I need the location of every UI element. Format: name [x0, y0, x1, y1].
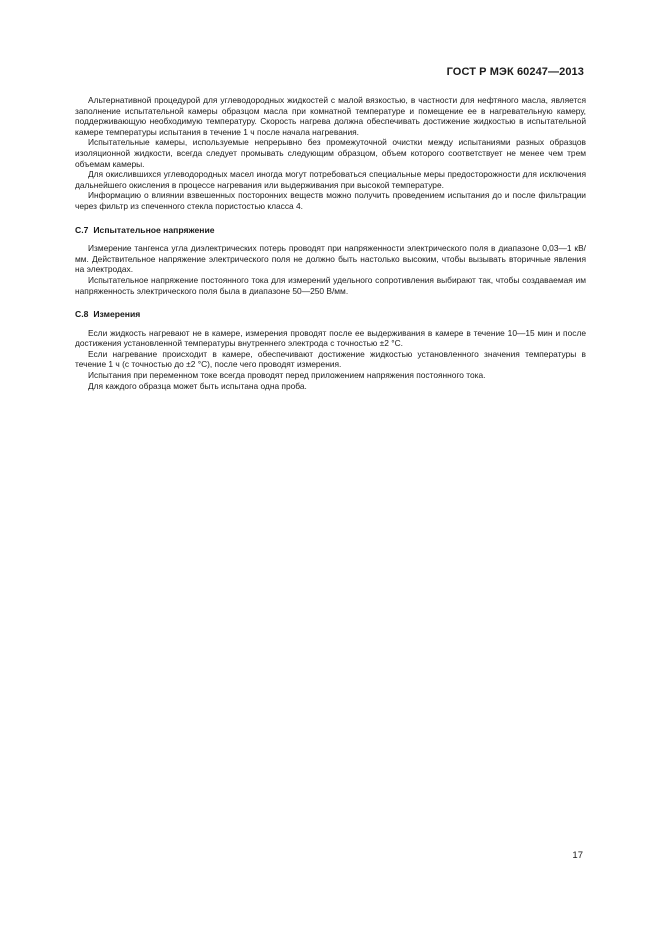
paragraph: Испытания при переменном токе всегда проводят перед приложением напряжения постоянного тока.: [88, 370, 486, 381]
section-title: Измерения: [93, 309, 141, 320]
paragraph: Информацию о влиянии взвешенных посторонних веществ можно получить проведением испытания до и после фильтрации через фильтр из спеченного стекла пористостью класса 4.: [75, 190, 586, 211]
paragraph: Для окислившихся углеводородных масел иногда могут потребоваться специальные меры предосторожности для исключения дальнейшего окисления в процессе нагревания или выдерживания при высокой температуре.: [75, 169, 586, 190]
section-title: Испытательное напряжение: [93, 224, 215, 235]
paragraph: Если жидкость нагревают не в камере, измерения проводят после ее выдерживания в камере в течение 10—15 мин и после достижения установленной температуры внутреннего электрода с точностью ±2 °С.: [75, 327, 586, 349]
section-number: С.8: [75, 309, 89, 320]
document-body: [75, 95, 586, 391]
document-header: ГОСТ Р МЭК 60247—2013: [446, 66, 584, 78]
page-number: 17: [572, 850, 583, 861]
paragraph: Измерение тангенса угла диэлектрических потерь проводят при напряженности электрического поля в диапазоне 0,03—1 кВ/мм. Действительное напряжение электрического поля не должно быть настолько высоким, чтобы вызывать вторичные явления на электродах.: [75, 243, 586, 275]
paragraph: Альтернативной процедурой для углеводородных жидкостей с малой вязкостью, в частности для нефтяного масла, является заполнение испытательной камеры образцом масла при комнатной температуре и помещение ее в нагревательную камеру, поддерживающую необходимую температуру. Скорость нагрева должна обеспечивать достижение жидкостью в испытательной камере температуры испытания в течение 1 ч после начала нагревания.: [75, 95, 586, 137]
paragraph: Испытательное напряжение постоянного тока для измерений удельного сопротивления выбирают так, чтобы создаваемая им напряженность электрического поля была в диапазоне 50—250 В/мм.: [75, 274, 586, 296]
section-heading-c7: [75, 225, 586, 236]
section-heading-c8: [75, 309, 586, 320]
paragraph: Для каждого образца может быть испытана одна проба.: [88, 380, 307, 391]
paragraph: Если нагревание происходит в камере, обеспечивают достижение жидкостью установленного значения температуры в течение 1 ч (с точностью до ±2 °С), после чего проводят измерения.: [75, 348, 586, 370]
section-number: С.7: [75, 224, 89, 235]
paragraph: Испытательные камеры, используемые непрерывно без промежуточной очистки между испытаниями разных образцов изоляционной жидкости, всегда следует промывать следующим образцом, объем которого соответствует не менее чем трем объемам камеры.: [75, 137, 586, 169]
